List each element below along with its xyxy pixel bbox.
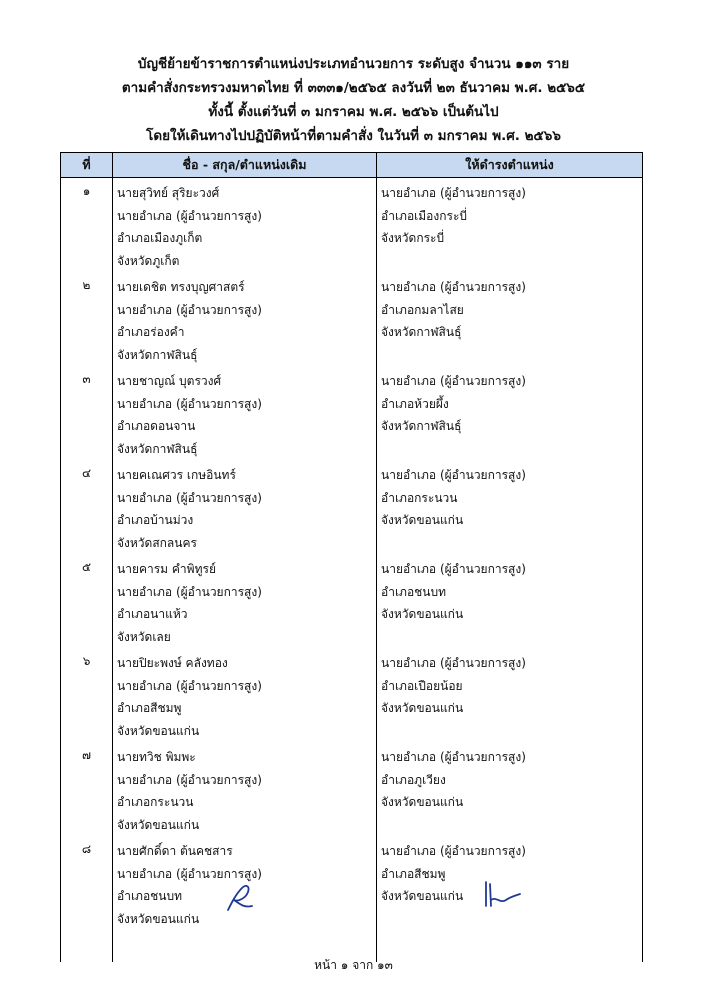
- old-position-cell: [113, 742, 377, 836]
- new-position-line: อำเภอชนบท: [381, 584, 447, 599]
- old-position-cell: [113, 366, 377, 460]
- old-position-line: อำเภอกระนวน: [117, 795, 194, 809]
- header-old-position: ชื่อ - สกุล/ตำแหน่งเดิม: [113, 153, 377, 178]
- new-position-cell: [377, 272, 643, 366]
- new-position-cell: [377, 366, 643, 460]
- old-position-line: นายทวิช พิมพะ: [117, 750, 196, 764]
- new-position-line: อำเภอห้วยผึ้ง: [381, 396, 449, 411]
- new-position-line: จังหวัดขอนแก่น: [381, 889, 464, 903]
- new-position-cell: [377, 648, 643, 742]
- old-position-line: จังหวัดขอนแก่น: [117, 723, 200, 738]
- row-number: ๕: [61, 554, 113, 648]
- new-position-line: นายอำเภอ (ผู้อำนวยการสูง): [381, 844, 526, 858]
- old-position-line: นายอำเภอ (ผู้อำนวยการสูง): [117, 866, 262, 881]
- old-position-line: นายศักดิ์ดา ต้นคชสาร: [117, 844, 233, 858]
- title-line-4: โดยให้เดินทางไปปฏิบัติหน้าที่ตามคำสั่ง ในวันที่ ๓ มกราคม พ.ศ. ๒๕๖๖: [146, 128, 561, 144]
- table-row: [61, 648, 643, 742]
- old-position-line: นายอำเภอ (ผู้อำนวยการสูง): [117, 490, 262, 505]
- new-position-line: นายอำเภอ (ผู้อำนวยการสูง): [381, 750, 526, 764]
- old-position-line: จังหวัดเลย: [117, 629, 171, 644]
- title-line-3: ทั้งนี้ ตั้งแต่วันที่ ๓ มกราคม พ.ศ. ๒๕๖๖ เป็นต้นไป: [208, 104, 499, 120]
- new-position-line: จังหวัดกาฬสินธุ์: [381, 325, 462, 339]
- new-position-line: อำเภอเปือยน้อย: [381, 678, 463, 693]
- transfer-table: [60, 152, 643, 962]
- old-position-line: นายอำเภอ (ผู้อำนวยการสูง): [117, 396, 262, 411]
- old-position-line: นายสุวิทย์ สุริยะวงศ์: [117, 186, 220, 200]
- table-row: [61, 272, 643, 366]
- new-position-line: จังหวัดขอนแก่น: [381, 607, 464, 621]
- row-number: ๘: [61, 836, 113, 962]
- old-position-line: จังหวัดกาฬสินธุ์: [117, 347, 198, 362]
- signature-left: [222, 880, 256, 916]
- old-position-line: จังหวัดสกลนคร: [117, 535, 197, 550]
- old-position-line: อำเภอเมืองภูเก็ต: [117, 231, 203, 245]
- signature-right: [480, 876, 524, 912]
- old-position-cell: [113, 648, 377, 742]
- table-row: [61, 178, 643, 273]
- row-number: ๖: [61, 648, 113, 742]
- old-position-line: อำเภอบ้านม่วง: [117, 513, 194, 527]
- old-position-line: นายอำเภอ (ผู้อำนวยการสูง): [117, 302, 262, 317]
- document-title: [0, 52, 707, 148]
- old-position-line: จังหวัดกาฬสินธุ์: [117, 441, 198, 456]
- old-position-line: นายอำเภอ (ผู้อำนวยการสูง): [117, 584, 262, 599]
- old-position-cell: [113, 178, 377, 273]
- table-body: [61, 178, 643, 963]
- new-position-line: จังหวัดขอนแก่น: [381, 513, 464, 527]
- new-position-line: นายอำเภอ (ผู้อำนวยการสูง): [381, 562, 526, 576]
- title-line-1: บัญชีย้ายข้าราชการตำแหน่งประเภทอำนวยการ ระดับสูง จำนวน ๑๑๓ ราย: [137, 56, 570, 72]
- new-position-line: อำเภอกระนวน: [381, 490, 458, 505]
- old-position-line: อำเภอร่องคำ: [117, 325, 185, 339]
- new-position-line: นายอำเภอ (ผู้อำนวยการสูง): [381, 656, 526, 670]
- old-position-cell: [113, 272, 377, 366]
- old-position-line: นายคารม คำพิทูรย์: [117, 562, 216, 576]
- title-line-2: ตามคำสั่งกระทรวงมหาดไทย ที่ ๓๓๓๑/๒๕๖๕ ลงวันที่ ๒๓ ธันวาคม พ.ศ. ๒๕๖๕: [121, 80, 586, 96]
- new-position-cell: [377, 742, 643, 836]
- old-position-line: นายคเณศวร เกษอินทร์: [117, 468, 236, 482]
- old-position-line: นายอำเภอ (ผู้อำนวยการสูง): [117, 208, 262, 223]
- old-position-line: อำเภอชนบท: [117, 889, 183, 903]
- new-position-line: นายอำเภอ (ผู้อำนวยการสูง): [381, 186, 526, 200]
- row-number: ๒: [61, 272, 113, 366]
- new-position-line: นายอำเภอ (ผู้อำนวยการสูง): [381, 374, 526, 388]
- new-position-cell: [377, 178, 643, 273]
- new-position-line: อำเภอสีชมพู: [381, 866, 446, 881]
- table-row: [61, 460, 643, 554]
- new-position-line: อำเภอเมืองกระบี่: [381, 208, 468, 223]
- new-position-line: จังหวัดขอนแก่น: [381, 701, 464, 715]
- old-position-line: นายชาญณ์ บุตรวงศ์: [117, 374, 222, 388]
- table-row: [61, 554, 643, 648]
- old-position-line: จังหวัดขอนแก่น: [117, 911, 200, 926]
- old-position-line: อำเภอสีชมพู: [117, 701, 182, 715]
- old-position-line: อำเภอนาแห้ว: [117, 607, 188, 621]
- old-position-line: จังหวัดขอนแก่น: [117, 817, 200, 832]
- old-position-line: อำเภอดอนจาน: [117, 419, 196, 433]
- old-position-cell: [113, 460, 377, 554]
- new-position-cell: [377, 460, 643, 554]
- row-number: ๓: [61, 366, 113, 460]
- old-position-line: นายปิยะพงษ์ คลังทอง: [117, 656, 228, 670]
- row-number: ๗: [61, 742, 113, 836]
- new-position-line: นายอำเภอ (ผู้อำนวยการสูง): [381, 468, 526, 482]
- header-new-position: ให้ดำรงตำแหน่ง: [377, 153, 643, 178]
- new-position-line: จังหวัดกาฬสินธุ์: [381, 419, 462, 433]
- new-position-line: จังหวัดขอนแก่น: [381, 795, 464, 809]
- table-row: [61, 742, 643, 836]
- new-position-line: อำเภอภูเวียง: [381, 772, 446, 787]
- new-position-line: นายอำเภอ (ผู้อำนวยการสูง): [381, 280, 526, 294]
- old-position-line: นายอำเภอ (ผู้อำนวยการสูง): [117, 772, 262, 787]
- old-position-line: นายอำเภอ (ผู้อำนวยการสูง): [117, 678, 262, 693]
- page-number: หน้า ๑ จาก ๑๓: [314, 958, 393, 972]
- table-header-row: [61, 153, 643, 178]
- table-row: [61, 366, 643, 460]
- row-number: ๔: [61, 460, 113, 554]
- old-position-cell: [113, 554, 377, 648]
- new-position-line: จังหวัดกระบี่: [381, 231, 445, 245]
- row-number: ๑: [61, 178, 113, 273]
- table-row: [61, 836, 643, 962]
- new-position-line: อำเภอกมลาไสย: [381, 302, 464, 317]
- header-number: ที่: [61, 153, 113, 178]
- old-position-line: นายเดชิต ทรงบุญศาสตร์: [117, 280, 245, 294]
- new-position-cell: [377, 554, 643, 648]
- old-position-line: จังหวัดภูเก็ต: [117, 253, 180, 268]
